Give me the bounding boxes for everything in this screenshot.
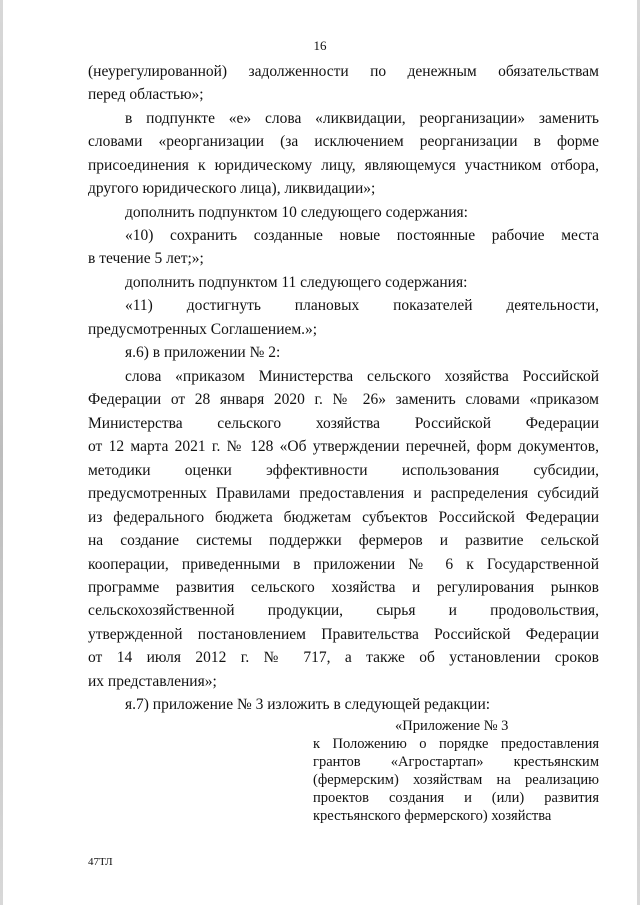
text-line: кооперации, приведенными в приложении № 6 к Государственной (88, 556, 599, 573)
text-line: другого юридического лица), ликвидации»; (88, 180, 376, 197)
text-line: в течение 5 лет;»; (88, 250, 204, 267)
appendix-line: проектов создания и (или) развития (313, 790, 599, 806)
text-line: из федерального бюджета бюджетам субъектов Российской Федерации (88, 509, 599, 526)
text-line: (неурегулированной) задолженности по денежным обязательствам (88, 63, 599, 80)
appendix-line: к Положению о порядке предоставления (313, 736, 599, 752)
text-line: сельскохозяйственной продукции, сырья и продовольствия, (88, 602, 599, 619)
appendix-line: грантов «Агростартап» крестьянским (313, 754, 599, 770)
text-line: я.6) в приложении № 2: (125, 344, 281, 361)
text-line: их представления»; (88, 673, 217, 690)
text-line: дополнить подпунктом 10 следующего содержания: (125, 204, 468, 221)
text-line: утвержденной постановлением Правительства Российской Федерации (88, 626, 599, 643)
text-line: я.7) приложение № 3 изложить в следующей редакции: (125, 696, 491, 713)
text-line: «11) достигнуть плановых показателей деятельности, (125, 297, 599, 314)
text-line: слова «приказом Министерства сельского хозяйства Российской (125, 368, 599, 385)
text-line: предусмотренных Соглашением.»; (88, 321, 318, 338)
page-number: 16 (313, 38, 327, 53)
text-line: предусмотренных Правилами предоставления и распределения субсидий (88, 485, 599, 502)
text-line: от 14 июля 2012 г. № 717, а также об установлении сроков (88, 649, 599, 666)
text-line: Федерации от 28 января 2020 г. № 26» заменить словами «приказом (88, 391, 599, 408)
appendix-title: «Приложение № 3 (395, 718, 509, 734)
text-line: словами «реорганизации (за исключением реорганизации в форме (88, 133, 599, 150)
text-line: дополнить подпунктом 11 следующего содержания: (125, 274, 468, 291)
text-line: Министерства сельского хозяйства Российской Федерации (88, 415, 599, 432)
text-line: от 12 марта 2021 г. № 128 «Об утверждении перечней, форм документов, (88, 438, 599, 455)
appendix-line: (фермерским) хозяйствам на реализацию (313, 772, 599, 788)
text-line: методики оценки эффективности использования субсидии, (88, 462, 599, 479)
appendix-line: крестьянского фермерского) хозяйства (313, 808, 552, 824)
text-line: перед областью»; (88, 86, 204, 103)
text-line: присоединения к юридическому лицу, являющемуся участником отбора, (88, 157, 599, 174)
scan-edge-left (0, 0, 3, 905)
text-line: на создание системы поддержки фермеров и развитие сельской (88, 532, 599, 549)
text-line: программе развития сельского хозяйства и регулирования рынков (88, 579, 599, 596)
text-line: в подпункте «е» слова «ликвидации, реорганизации» заменить (125, 110, 599, 127)
footer-code: 47ТЛ (88, 856, 113, 868)
text-line: «10) сохранить созданные новые постоянные рабочие места (125, 227, 599, 244)
